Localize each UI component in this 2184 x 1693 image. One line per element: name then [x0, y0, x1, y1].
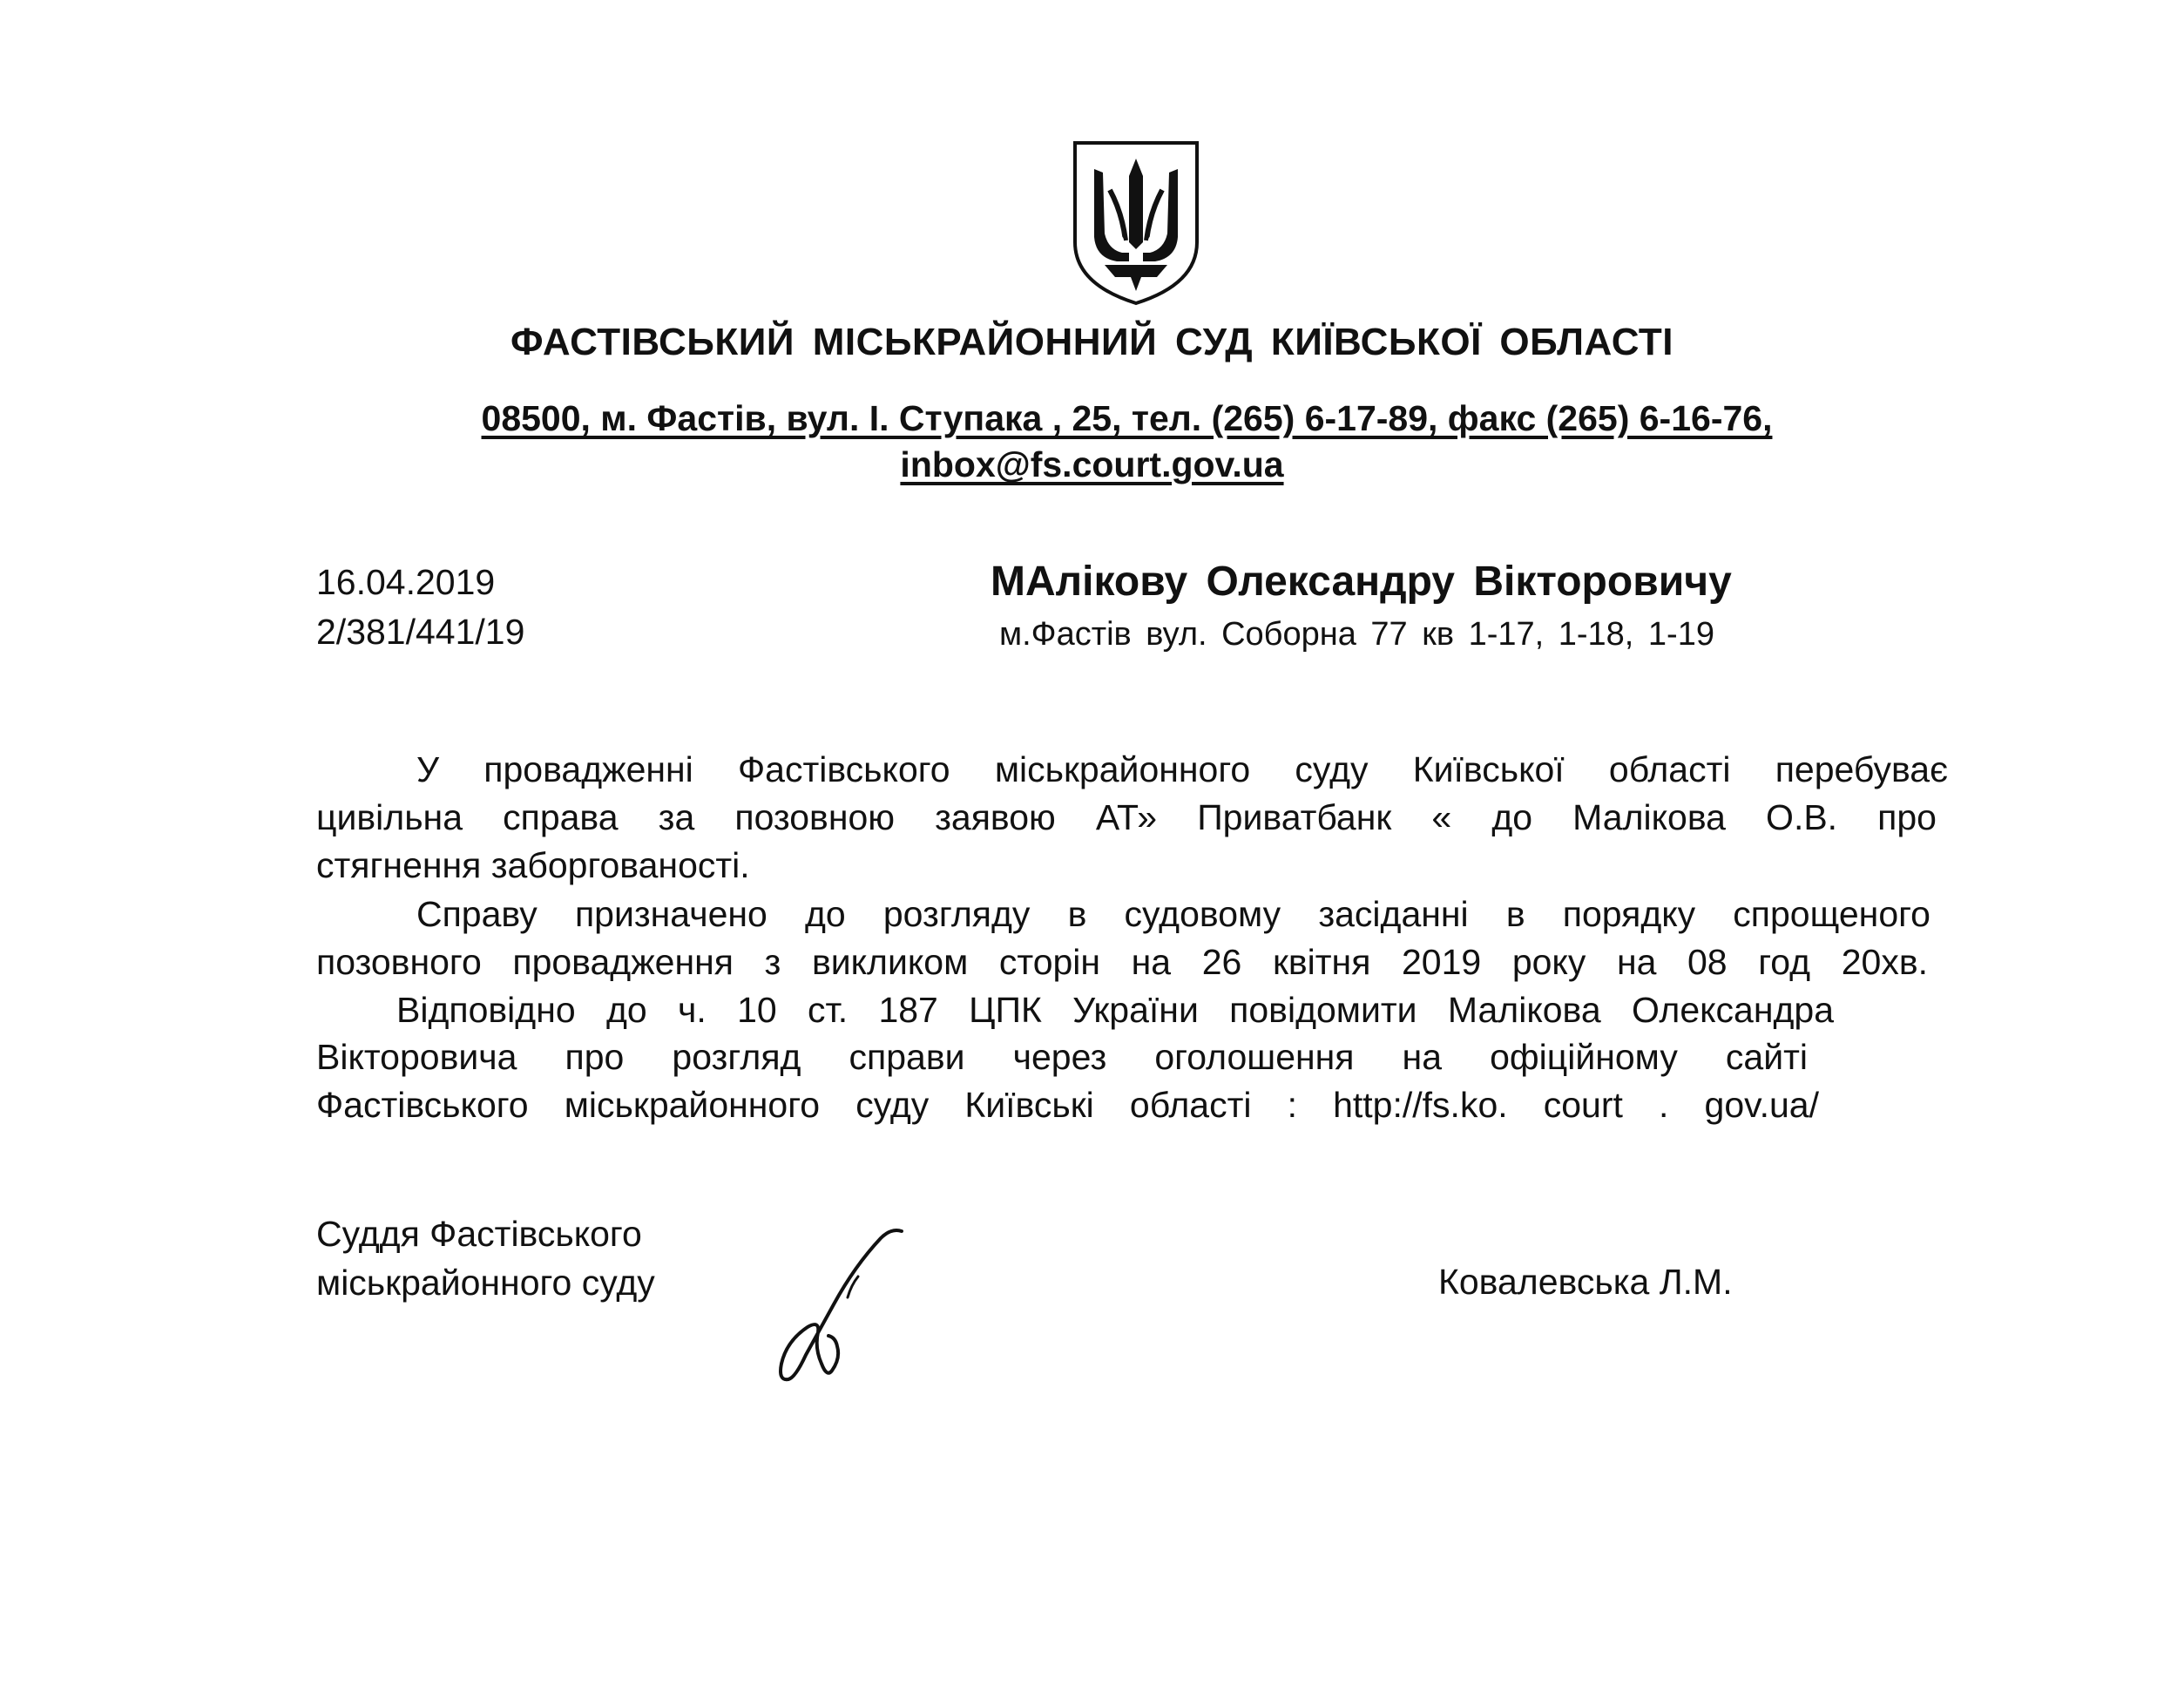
court-address: 08500, м. Фастів, вул. І. Ступака , 25, тел. (265) 6-17-89, факс (265) 6-16-76,: [481, 398, 1773, 438]
handwritten-signature-icon: [771, 1224, 910, 1390]
body-line-5: позовного провадження з викликом сторін на 26 квітня 2019 року на 08 год 20хв.: [316, 942, 1928, 982]
body-line-6: Відповідно до ч. 10 ст. 187 ЦПК України повідомити Малікова Олександра: [396, 990, 1834, 1030]
body-line-3: стягнення заборгованості.: [316, 845, 750, 885]
recipient-address: м.Фастів вул. Соборна 77 кв 1-17, 1-18, 1-19: [999, 616, 1714, 653]
body-line-8: Фастівського міськрайонного суду Київські області : http://fs.ko. court . gov.ua/: [316, 1085, 1819, 1125]
court-name: ФАСТІВСЬКИЙ МІСЬКРАЙОННИЙ СУД КИЇВСЬКОЇ ОБЛАСТІ: [510, 321, 1674, 363]
judge-name: Ковалевська Л.М.: [1438, 1262, 1733, 1302]
signature-label-line-1: Суддя Фастівського: [316, 1214, 642, 1254]
registration-number: 2/381/441/19: [316, 612, 525, 652]
body-line-2: цивільна справа за позовною заявою АТ» Приватбанк « до Малікова О.В. про: [316, 797, 1937, 837]
body-line-7: Вікторовича про розгляд справи через оголошення на офіційному сайті: [316, 1037, 1808, 1077]
court-email-link[interactable]: inbox@fs.court.gov.ua: [900, 444, 1284, 484]
signature-label-line-2: міськрайонного суду: [316, 1263, 655, 1303]
recipient-name: МАлікову Олександру Вікторовичу: [991, 559, 1732, 605]
body-line-1: У провадженні Фастівського міськрайонного суду Київської області перебуває: [416, 749, 1948, 789]
trident-coat-of-arms-icon: [1070, 138, 1202, 308]
body-line-4: Справу призначено до розгляду в судовому засіданні в порядку спрощеного: [416, 894, 1930, 934]
letter-date: 16.04.2019: [316, 562, 496, 602]
